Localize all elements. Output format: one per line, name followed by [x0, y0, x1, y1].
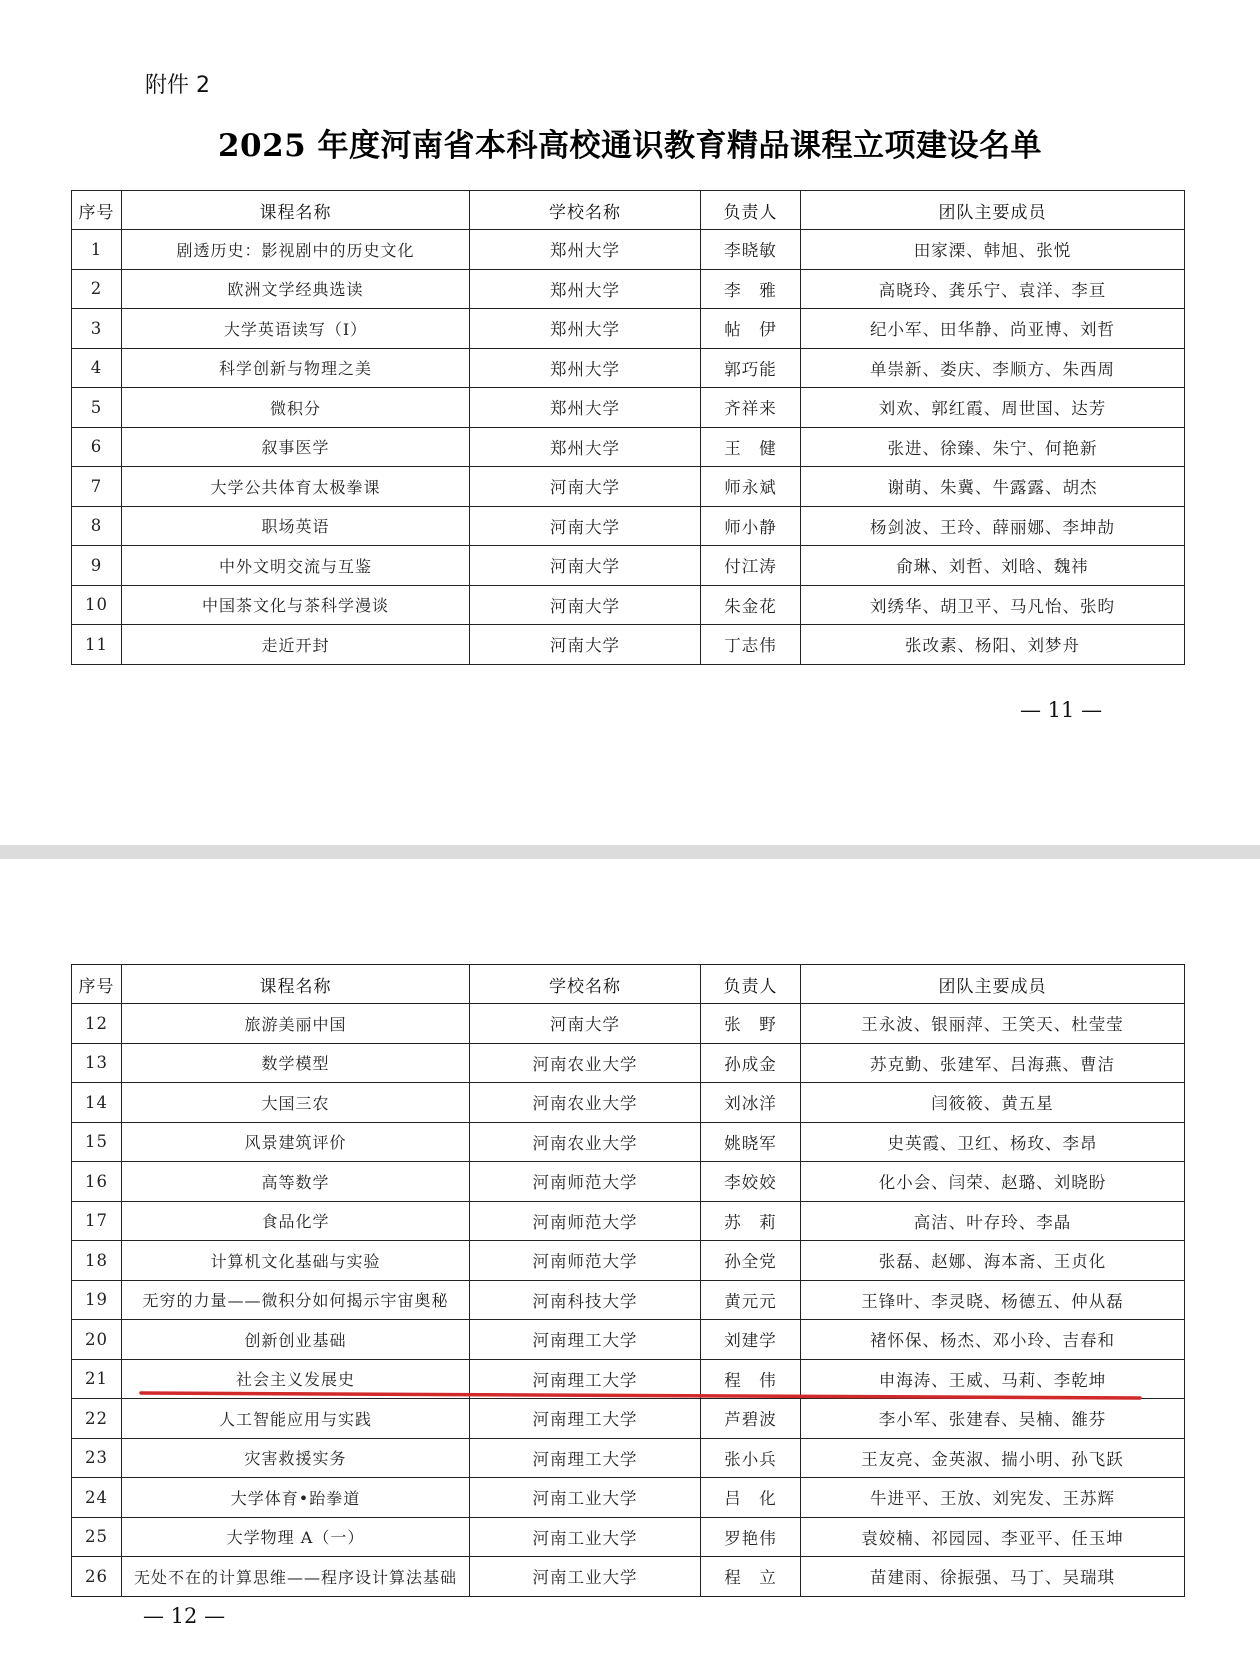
cell-leader: 程 立 — [701, 1557, 801, 1597]
cell-team: 王友亮、金英淑、揣小明、孙飞跃 — [801, 1438, 1185, 1478]
cell-team: 高晓玲、龚乐宁、袁洋、李亘 — [801, 269, 1185, 309]
header-course: 课程名称 — [122, 191, 470, 230]
cell-course: 灾害救援实务 — [122, 1438, 470, 1478]
cell-team: 袁姣楠、祁园园、李亚平、任玉坤 — [801, 1517, 1185, 1557]
table-header-row — [72, 191, 1185, 230]
cell-no: 21 — [72, 1359, 122, 1399]
table-row — [72, 230, 1185, 270]
cell-leader: 张 野 — [701, 1004, 801, 1044]
header-course: 课程名称 — [122, 965, 470, 1004]
cell-team: 李小军、张建春、吴楠、雒芬 — [801, 1399, 1185, 1439]
cell-school: 河南大学 — [470, 546, 701, 586]
cell-leader: 罗艳伟 — [701, 1517, 801, 1557]
cell-leader: 朱金花 — [701, 585, 801, 625]
cell-course: 微积分 — [122, 388, 470, 428]
cell-school: 河南科技大学 — [470, 1280, 701, 1320]
cell-no: 1 — [72, 230, 122, 270]
cell-team: 张进、徐臻、朱宁、何艳新 — [801, 427, 1185, 467]
cell-school: 河南工业大学 — [470, 1517, 701, 1557]
cell-team: 苗建雨、徐振强、马丁、吴瑞琪 — [801, 1557, 1185, 1597]
cell-school: 河南大学 — [470, 506, 701, 546]
cell-leader: 孙成金 — [701, 1043, 801, 1083]
cell-course: 科学创新与物理之美 — [122, 348, 470, 388]
cell-team: 谢萌、朱冀、牛露露、胡杰 — [801, 467, 1185, 507]
table-row — [72, 1478, 1185, 1518]
cell-course: 剧透历史：影视剧中的历史文化 — [122, 230, 470, 270]
cell-school: 河南工业大学 — [470, 1478, 701, 1518]
cell-no: 20 — [72, 1320, 122, 1360]
page-number: — 12 — — [143, 1604, 226, 1628]
cell-school: 河南理工大学 — [470, 1399, 701, 1439]
cell-team: 田家溧、韩旭、张悦 — [801, 230, 1185, 270]
header-leader: 负责人 — [701, 965, 801, 1004]
cell-no: 7 — [72, 467, 122, 507]
header-school: 学校名称 — [470, 965, 701, 1004]
cell-no: 13 — [72, 1043, 122, 1083]
table-row — [72, 269, 1185, 309]
table-row — [72, 467, 1185, 507]
table-row — [72, 1399, 1185, 1439]
cell-team: 俞琳、刘哲、刘晗、魏祎 — [801, 546, 1185, 586]
table-row — [72, 348, 1185, 388]
cell-no: 10 — [72, 585, 122, 625]
cell-course: 食品化学 — [122, 1201, 470, 1241]
cell-school: 郑州大学 — [470, 309, 701, 349]
table-body-page-11 — [72, 230, 1185, 665]
course-table-page-12 — [71, 964, 1185, 1597]
cell-no: 3 — [72, 309, 122, 349]
table-row — [72, 1359, 1185, 1399]
cell-leader: 姚晓军 — [701, 1122, 801, 1162]
table-row — [72, 506, 1185, 546]
cell-no: 15 — [72, 1122, 122, 1162]
cell-team: 牛进平、王放、刘宪发、王苏辉 — [801, 1478, 1185, 1518]
cell-no: 11 — [72, 625, 122, 665]
cell-course: 欧洲文学经典选读 — [122, 269, 470, 309]
table-row — [72, 388, 1185, 428]
cell-team: 王永波、银丽萍、王笑天、杜莹莹 — [801, 1004, 1185, 1044]
cell-school: 郑州大学 — [470, 230, 701, 270]
table-body-page-12 — [72, 1004, 1185, 1597]
cell-school: 郑州大学 — [470, 427, 701, 467]
page-separator — [0, 845, 1260, 859]
cell-course: 中外文明交流与互鉴 — [122, 546, 470, 586]
cell-team: 高洁、叶存玲、李晶 — [801, 1201, 1185, 1241]
cell-school: 河南大学 — [470, 625, 701, 665]
cell-leader: 丁志伟 — [701, 625, 801, 665]
cell-team: 张改素、杨阳、刘梦舟 — [801, 625, 1185, 665]
cell-leader: 苏 莉 — [701, 1201, 801, 1241]
header-team: 团队主要成员 — [801, 191, 1185, 230]
table-row — [72, 1517, 1185, 1557]
cell-school: 河南师范大学 — [470, 1241, 701, 1281]
cell-no: 17 — [72, 1201, 122, 1241]
table-row — [72, 1122, 1185, 1162]
table-row — [72, 585, 1185, 625]
cell-team: 单崇新、娄庆、李顺方、朱西周 — [801, 348, 1185, 388]
table-row — [72, 1557, 1185, 1597]
cell-leader: 郭巧能 — [701, 348, 801, 388]
table-row — [72, 1004, 1185, 1044]
cell-leader: 付江涛 — [701, 546, 801, 586]
cell-leader: 师永斌 — [701, 467, 801, 507]
table-row — [72, 546, 1185, 586]
cell-course: 创新创业基础 — [122, 1320, 470, 1360]
cell-leader: 黄元元 — [701, 1280, 801, 1320]
cell-leader: 吕 化 — [701, 1478, 801, 1518]
cell-course: 大学公共体育太极拳课 — [122, 467, 470, 507]
cell-no: 8 — [72, 506, 122, 546]
cell-team: 张磊、赵娜、海本斋、王贞化 — [801, 1241, 1185, 1281]
cell-no: 16 — [72, 1162, 122, 1202]
cell-leader: 芦碧波 — [701, 1399, 801, 1439]
cell-course: 人工智能应用与实践 — [122, 1399, 470, 1439]
table-row — [72, 1241, 1185, 1281]
cell-course: 大国三农 — [122, 1083, 470, 1123]
cell-leader: 帖 伊 — [701, 309, 801, 349]
cell-leader: 张小兵 — [701, 1438, 801, 1478]
cell-no: 2 — [72, 269, 122, 309]
cell-no: 5 — [72, 388, 122, 428]
cell-course: 中国茶文化与茶科学漫谈 — [122, 585, 470, 625]
cell-leader: 李 雅 — [701, 269, 801, 309]
cell-school: 河南师范大学 — [470, 1201, 701, 1241]
cell-course: 社会主义发展史 — [122, 1359, 470, 1399]
cell-no: 12 — [72, 1004, 122, 1044]
table-row — [72, 625, 1185, 665]
cell-school: 河南大学 — [470, 467, 701, 507]
cell-no: 25 — [72, 1517, 122, 1557]
cell-team: 刘欢、郭红霞、周世国、达芳 — [801, 388, 1185, 428]
cell-school: 河南大学 — [470, 585, 701, 625]
header-no: 序号 — [72, 191, 122, 230]
cell-leader: 刘冰洋 — [701, 1083, 801, 1123]
cell-team: 纪小军、田华静、尚亚博、刘哲 — [801, 309, 1185, 349]
cell-school: 河南农业大学 — [470, 1083, 701, 1123]
header-leader: 负责人 — [701, 191, 801, 230]
table-row — [72, 1162, 1185, 1202]
cell-leader: 齐祥来 — [701, 388, 801, 428]
cell-school: 河南工业大学 — [470, 1557, 701, 1597]
course-table-page-11 — [71, 190, 1185, 665]
cell-no: 6 — [72, 427, 122, 467]
cell-team: 闫筱筱、黄五星 — [801, 1083, 1185, 1123]
header-team: 团队主要成员 — [801, 965, 1185, 1004]
cell-leader: 李晓敏 — [701, 230, 801, 270]
cell-course: 风景建筑评价 — [122, 1122, 470, 1162]
cell-team: 史英霞、卫红、杨玫、李昂 — [801, 1122, 1185, 1162]
table-row — [72, 427, 1185, 467]
cell-team: 杨剑波、王玲、薛丽娜、李坤劼 — [801, 506, 1185, 546]
cell-no: 18 — [72, 1241, 122, 1281]
cell-course: 叙事医学 — [122, 427, 470, 467]
cell-course: 大学英语读写（I） — [122, 309, 470, 349]
cell-team: 化小会、闫荣、赵璐、刘晓盼 — [801, 1162, 1185, 1202]
attachment-label: 附件 2 — [145, 73, 210, 98]
cell-school: 河南师范大学 — [470, 1162, 701, 1202]
cell-leader: 师小静 — [701, 506, 801, 546]
cell-school: 河南理工大学 — [470, 1438, 701, 1478]
cell-course: 大学体育•跆拳道 — [122, 1478, 470, 1518]
table-row — [72, 309, 1185, 349]
table-row — [72, 1043, 1185, 1083]
cell-school: 郑州大学 — [470, 348, 701, 388]
cell-team: 刘绣华、胡卫平、马凡怡、张昀 — [801, 585, 1185, 625]
cell-leader: 孙全党 — [701, 1241, 801, 1281]
header-no: 序号 — [72, 965, 122, 1004]
cell-school: 河南理工大学 — [470, 1359, 701, 1399]
cell-no: 19 — [72, 1280, 122, 1320]
header-school: 学校名称 — [470, 191, 701, 230]
page-number: — 11 — — [1020, 698, 1103, 722]
cell-leader: 李姣姣 — [701, 1162, 801, 1202]
cell-team: 褚怀保、杨杰、邓小玲、吉春和 — [801, 1320, 1185, 1360]
cell-team: 苏克勤、张建军、吕海燕、曹洁 — [801, 1043, 1185, 1083]
table-row — [72, 1083, 1185, 1123]
cell-course: 无穷的力量——微积分如何揭示宇宙奥秘 — [122, 1280, 470, 1320]
table-header-row — [72, 965, 1185, 1004]
cell-leader: 刘建学 — [701, 1320, 801, 1360]
document-title: 2025 年度河南省本科高校通识教育精品课程立项建设名单 — [217, 128, 1043, 164]
table-row — [72, 1280, 1185, 1320]
cell-course: 大学物理 A（一） — [122, 1517, 470, 1557]
table-row — [72, 1201, 1185, 1241]
cell-team: 申海涛、王威、马莉、李乾坤 — [801, 1359, 1185, 1399]
cell-school: 郑州大学 — [470, 388, 701, 428]
cell-school: 河南农业大学 — [470, 1122, 701, 1162]
cell-school: 河南大学 — [470, 1004, 701, 1044]
cell-course: 职场英语 — [122, 506, 470, 546]
cell-course: 走近开封 — [122, 625, 470, 665]
cell-no: 24 — [72, 1478, 122, 1518]
cell-no: 14 — [72, 1083, 122, 1123]
cell-course: 高等数学 — [122, 1162, 470, 1202]
cell-course: 数学模型 — [122, 1043, 470, 1083]
cell-school: 河南理工大学 — [470, 1320, 701, 1360]
cell-no: 4 — [72, 348, 122, 388]
cell-school: 河南农业大学 — [470, 1043, 701, 1083]
cell-team: 王锋叶、李灵晓、杨德五、仲从磊 — [801, 1280, 1185, 1320]
cell-course: 无处不在的计算思维——程序设计算法基础 — [122, 1557, 470, 1597]
cell-no: 23 — [72, 1438, 122, 1478]
table-row — [72, 1320, 1185, 1360]
table-row — [72, 1438, 1185, 1478]
cell-no: 22 — [72, 1399, 122, 1439]
cell-course: 旅游美丽中国 — [122, 1004, 470, 1044]
cell-no: 9 — [72, 546, 122, 586]
cell-school: 郑州大学 — [470, 269, 701, 309]
cell-leader: 王 健 — [701, 427, 801, 467]
cell-no: 26 — [72, 1557, 122, 1597]
cell-course: 计算机文化基础与实验 — [122, 1241, 470, 1281]
cell-leader: 程 伟 — [701, 1359, 801, 1399]
